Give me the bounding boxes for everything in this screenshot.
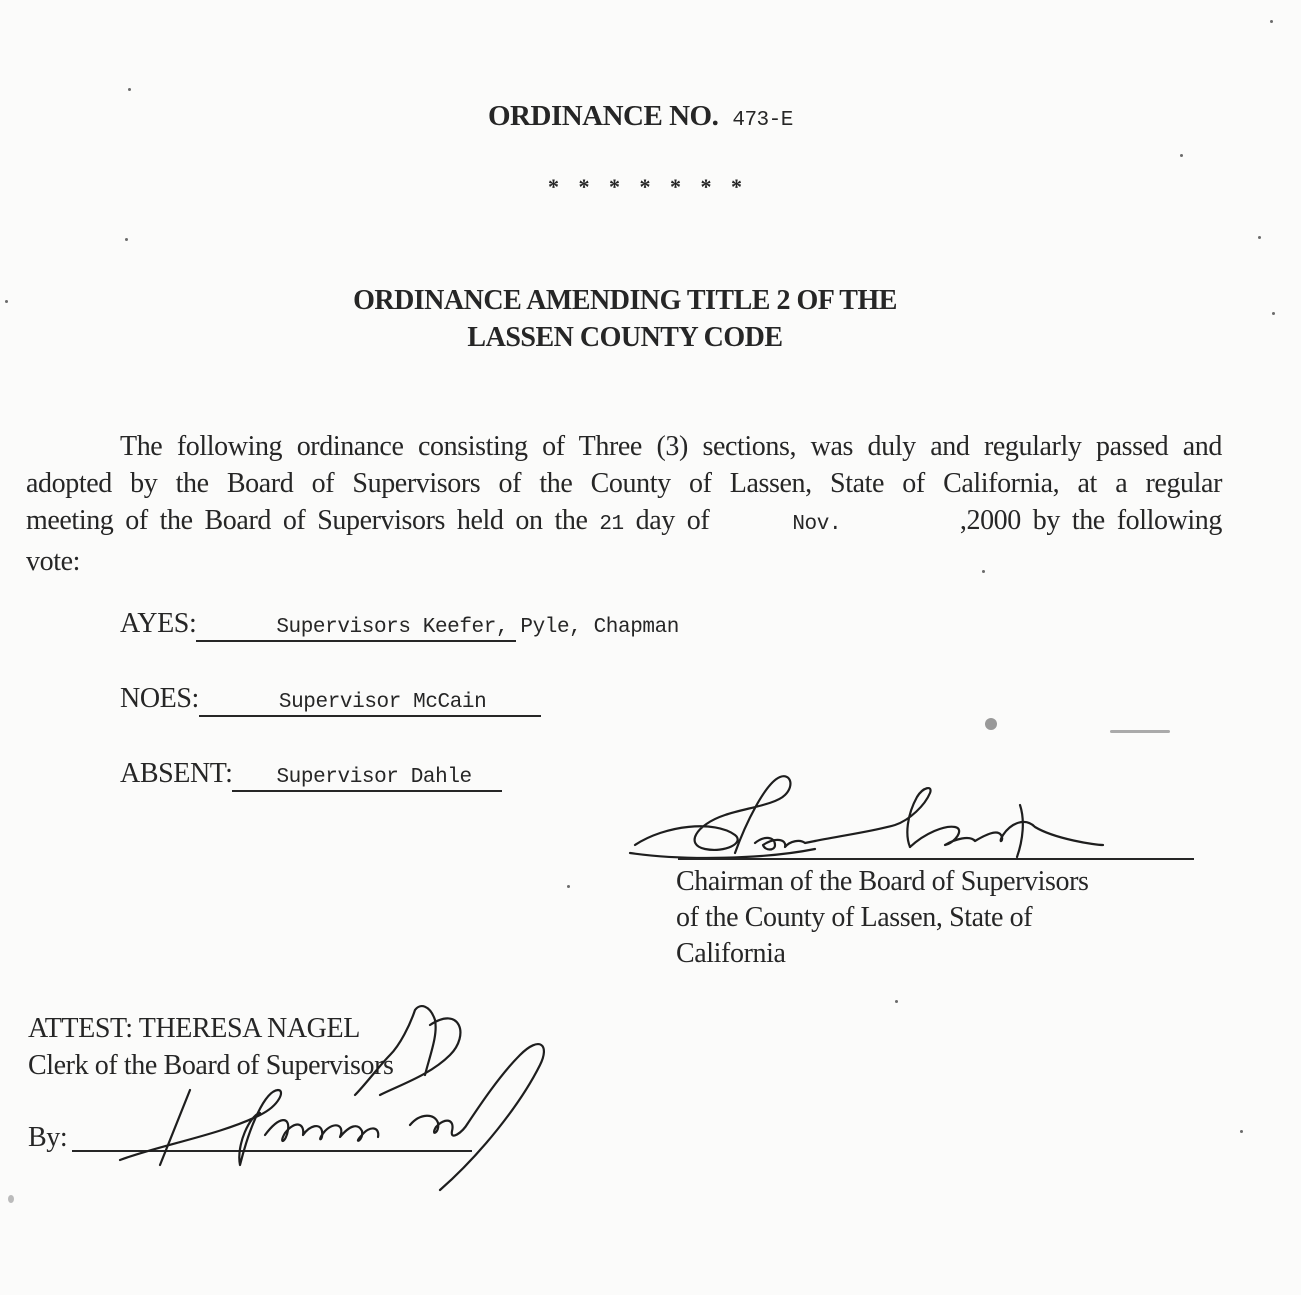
body-line-3-prefix: meeting of the Board of Supervisors held on the bbox=[26, 505, 588, 536]
ordinance-number-heading bbox=[488, 100, 793, 133]
attest-block bbox=[28, 1010, 394, 1084]
chairman-line-1: Chairman of the Board of Supervisors bbox=[676, 866, 1089, 897]
absent-row bbox=[120, 758, 502, 792]
meeting-month: Nov. bbox=[792, 513, 842, 536]
scan-speck bbox=[1272, 312, 1275, 315]
scan-speck bbox=[567, 885, 570, 888]
clerk-signature-line bbox=[72, 1150, 472, 1152]
scan-speck bbox=[985, 718, 997, 730]
scan-speck bbox=[1270, 20, 1273, 23]
chairman-title bbox=[676, 864, 1089, 972]
scan-speck bbox=[125, 238, 128, 241]
ordinance-title bbox=[300, 282, 950, 356]
meeting-day: 21 bbox=[599, 513, 624, 536]
title-line-2: LASSEN COUNTY CODE bbox=[467, 322, 783, 353]
body-line-1: The following ordinance consisting of Three (3) sections, was duly and regularly passed and bbox=[120, 431, 1222, 462]
chairman-signature bbox=[625, 765, 1105, 865]
scan-speck bbox=[128, 88, 131, 91]
scan-speck bbox=[982, 570, 985, 573]
body-line-3 bbox=[26, 502, 1222, 543]
ayes-label: AYES: bbox=[120, 608, 197, 639]
ayes-row bbox=[120, 608, 679, 642]
scan-speck bbox=[895, 1000, 898, 1003]
body-paragraph bbox=[26, 428, 1222, 580]
scan-speck bbox=[1180, 154, 1183, 157]
ordinance-label: ORDINANCE NO. bbox=[488, 100, 719, 132]
ayes-value: Supervisors Keefer, Pyle, Chapman bbox=[196, 616, 516, 642]
attest-line-2: Clerk of the Board of Supervisors bbox=[28, 1050, 394, 1081]
chairman-line-3: California bbox=[676, 938, 786, 969]
scan-speck bbox=[5, 300, 8, 303]
chairman-line-2: of the County of Lassen, State of bbox=[676, 902, 1033, 933]
body-line-4: vote: bbox=[26, 546, 80, 577]
noes-value: Supervisor McCain bbox=[199, 691, 541, 717]
by-label: By: bbox=[28, 1122, 68, 1153]
body-line-2: adopted by the Board of Supervisors of the County of Lassen, State of California, at a regular bbox=[26, 468, 1222, 499]
title-line-1: ORDINANCE AMENDING TITLE 2 OF THE bbox=[353, 285, 897, 316]
noes-label: NOES: bbox=[120, 683, 199, 714]
noes-row bbox=[120, 683, 541, 717]
body-line-3-suffix: ,2000 by the following bbox=[959, 505, 1222, 536]
scan-speck bbox=[1240, 1130, 1243, 1133]
ordinance-number: 473-E bbox=[732, 109, 793, 132]
absent-label: ABSENT: bbox=[120, 758, 233, 789]
separator-stars: * * * * * * * bbox=[548, 174, 749, 199]
scan-speck bbox=[8, 1195, 14, 1203]
scan-speck bbox=[1110, 730, 1170, 733]
absent-value: Supervisor Dahle bbox=[232, 766, 502, 792]
attest-line-1: ATTEST: THERESA NAGEL bbox=[28, 1013, 360, 1044]
chairman-signature-line bbox=[678, 858, 1194, 860]
body-line-3-middle: day of bbox=[635, 505, 710, 536]
scan-speck bbox=[1258, 236, 1261, 239]
